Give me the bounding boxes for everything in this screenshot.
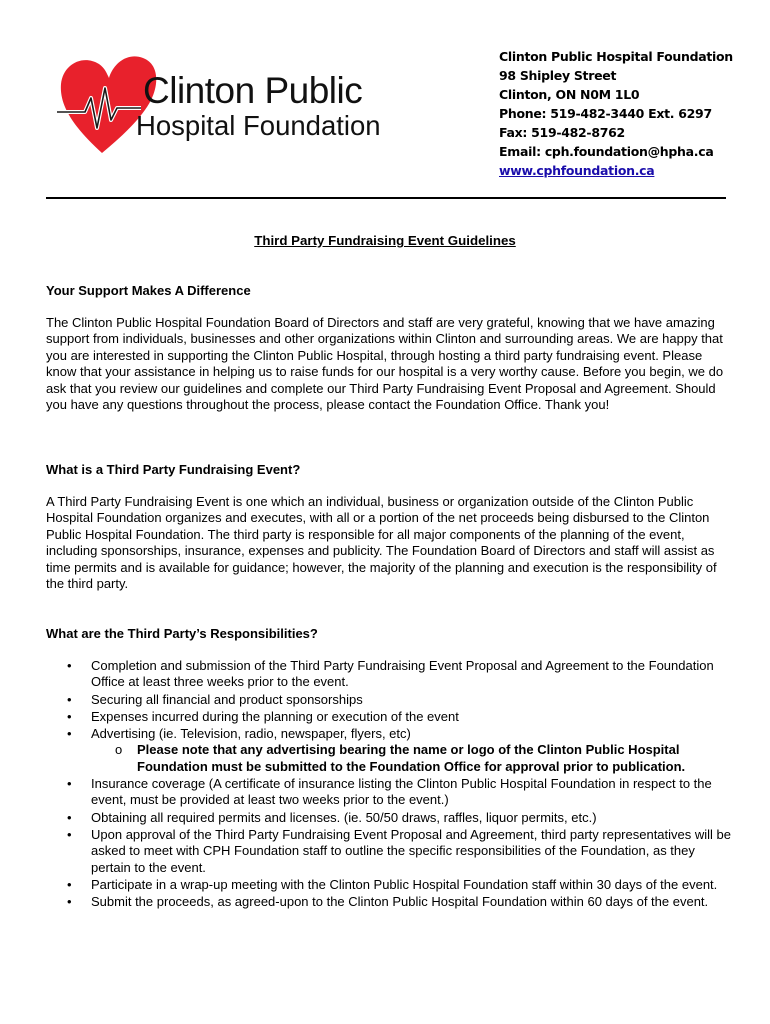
sub-bullet-icon: o <box>115 742 123 758</box>
contact-email: Email: cph.foundation@hpha.ca <box>499 144 714 159</box>
bullet-icon: • <box>67 726 72 742</box>
advertising-note: o Please note that any advertising bearing the name or logo of the Clinton Public Hospital Foundation must be submitted to the Foundation Office for approval prior to publication. <box>115 742 686 774</box>
logo-text-line2: Hospital Foundation <box>136 110 381 141</box>
list-item: • Upon approval of the Third Party Fundraising Event Proposal and Agreement, third party representatives will be asked to meet with CPH Foundation staff to outline the specific responsibilities of the Foundation, as they pertain to the event. <box>67 826 731 875</box>
bullet-icon: • <box>67 876 72 892</box>
list-item: • Advertising (ie. Television, radio, newspaper, flyers, etc) o Please note that any advertising bearing the name or logo of the Clinton Public Hospital Foundation must be submitted to the Foundation Office for approval prior to publication. <box>46 726 736 775</box>
contact-fax: Fax: 519-482-8762 <box>499 125 625 140</box>
contact-block <box>499 47 733 180</box>
logo-text-line1: Clinton Public <box>143 70 363 111</box>
list-item: • Securing all financial and product sponsorships <box>67 691 363 707</box>
section-paragraph-support: The Clinton Public Hospital Foundation Board of Directors and staff are very grateful, knowing that we have amazing support from individuals, businesses and other organizations within Clinton and surrounding areas. We are happy that you are interested in supporting the Clinton Public Hospital, through hosting a third party fundraising event. Please know that your assistance in helping us to raise funds for our hospital is a very worthy cause. Before you begin, we do ask that you review our guidelines and complete our Third Party Fundraising Event Proposal and Agreement. Should you have any questions throughout the process, please contact the Foundation Office. Thank you! <box>46 315 724 413</box>
contact-name: Clinton Public Hospital Foundation <box>499 49 733 64</box>
website-link[interactable]: www.cphfoundation.ca <box>499 163 655 178</box>
list-item: • Completion and submission of the Third Party Fundraising Event Proposal and Agreement to the Foundation Office at least three weeks prior to the event. <box>67 658 714 690</box>
contact-street: 98 Shipley Street <box>499 68 617 83</box>
bullet-icon: • <box>67 776 72 792</box>
list-item: • Insurance coverage (A certificate of insurance listing the Clinton Public Hospital Foundation in respect to the event, must be provided at least two weeks prior to the event.) <box>67 776 712 808</box>
foundation-logo <box>55 50 400 160</box>
document-title: Third Party Fundraising Event Guidelines <box>254 233 516 248</box>
section-heading-support: Your Support Makes A Difference <box>46 283 251 298</box>
advertising-sublist <box>91 742 736 775</box>
responsibilities-list <box>46 658 736 911</box>
section-heading-definition: What is a Third Party Fundraising Event? <box>46 462 301 477</box>
list-item: • Obtaining all required permits and licenses. (ie. 50/50 draws, raffles, liquor permits, etc.) <box>67 809 597 825</box>
bullet-icon: • <box>67 826 72 842</box>
section-heading-responsibilities: What are the Third Party’s Responsibilities? <box>46 626 318 641</box>
bullet-icon: • <box>67 708 72 724</box>
list-item: • Submit the proceeds, as agreed-upon to the Clinton Public Hospital Foundation within 60 days of the event. <box>67 894 709 910</box>
header-divider <box>46 197 726 199</box>
bullet-icon: • <box>67 658 72 673</box>
bullet-icon: • <box>67 809 72 825</box>
contact-city: Clinton, ON N0M 1L0 <box>499 87 640 102</box>
list-item: • Participate in a wrap-up meeting with the Clinton Public Hospital Foundation staff within 30 days of the event. <box>67 876 718 892</box>
bullet-icon: • <box>67 894 72 910</box>
section-paragraph-definition: A Third Party Fundraising Event is one which an individual, business or organization outside of the Clinton Public Hospital Foundation organizes and executes, with all or a portion of the net proceeds being disbursed to the Clinton Public Hospital Foundation. The third party is responsible for all major components of the planning of the event, including sponsorships, insurance, expenses and publicity. The Foundation Board of Directors and staff will assist as time permits and is available for guidance; however, the majority of the planning and execution is the responsibility of the third party. <box>46 494 717 592</box>
list-item: • Expenses incurred during the planning or execution of the event <box>67 708 459 724</box>
bullet-icon: • <box>67 691 72 707</box>
contact-phone: Phone: 519-482-3440 Ext. 6297 <box>499 106 712 121</box>
